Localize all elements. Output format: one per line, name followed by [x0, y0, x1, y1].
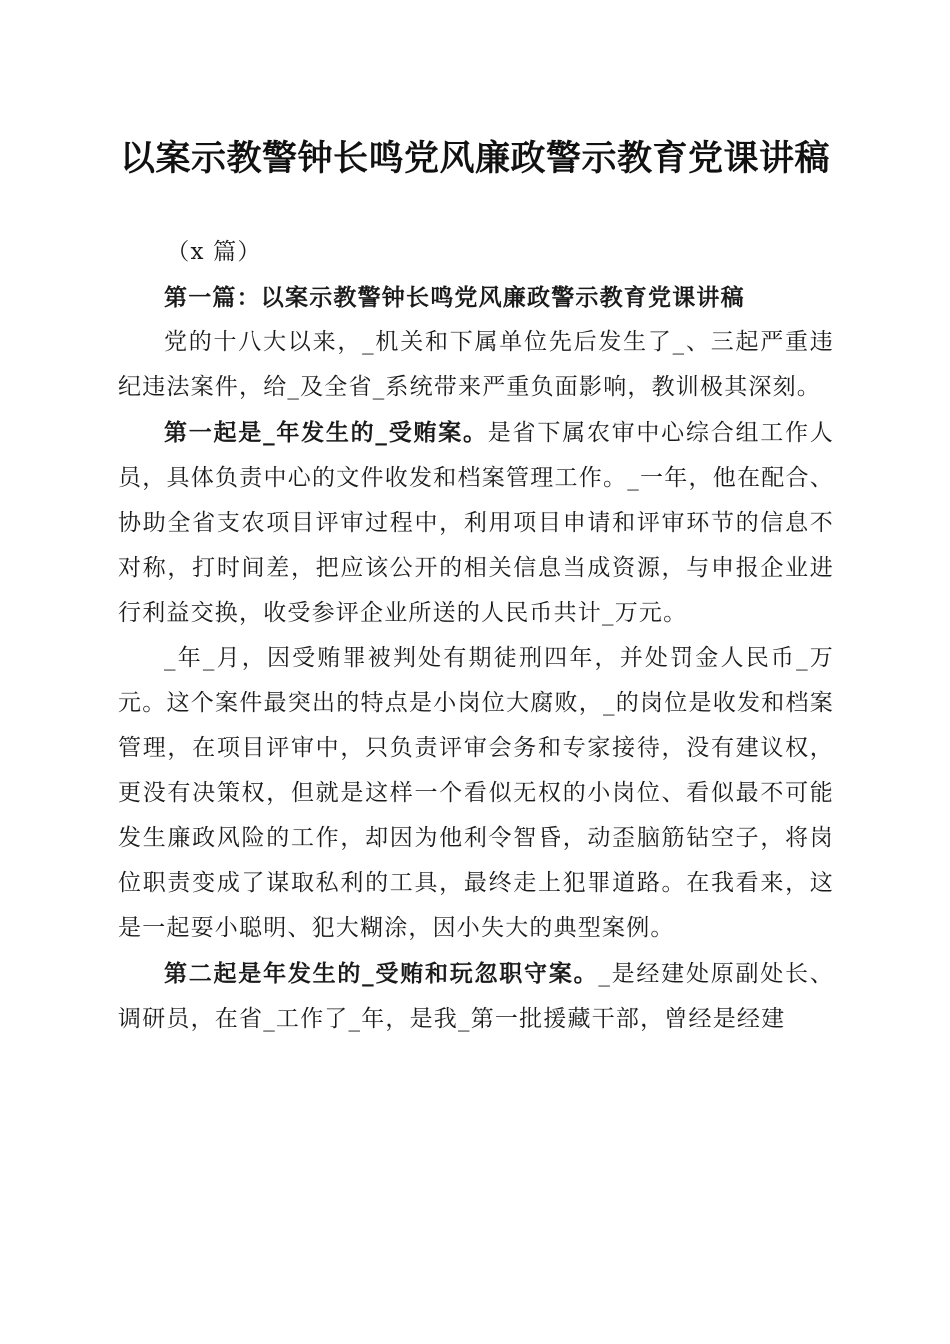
section-heading: 第一篇：以案示教警钟长鸣党风廉政警示教育党课讲稿 — [164, 284, 745, 311]
paragraph-4 — [118, 951, 834, 1042]
paragraph-4-text: _是经建处原副处长、调研员，在省_工作了_年，是我_第一批援藏干部，曾经是经建 — [118, 961, 835, 1032]
paragraph-2-text: 是省下属农审中心综合组工作人员，具体负责中心的文件收发和档案管理工作。_一年，他在配合、协助全省支农项目评审过程中，利用项目申请和评审环节的信息不对称，打时间差，把应该公开的相关信息当成资源，与申报企业进行利益交换，收受参评企业所送的人民币共计_万元。 — [118, 420, 834, 626]
document-body — [118, 230, 834, 1042]
count-note: （x 篇） — [166, 239, 262, 265]
paragraph-2 — [118, 410, 834, 636]
paragraph-4-lead: 第二起是年发生的_受贿和玩忽职守案。 — [164, 960, 599, 987]
paragraph-2-lead: 第一起是_年发生的_受贿案。 — [164, 419, 488, 446]
paragraph-3-text: _年_月，因受贿罪被判处有期徒刑四年，并处罚金人民币_万元。这个案件最突出的特点是小岗位大腐败，_的岗位是收发和档案管理，在项目评审中，只负责评审会务和专家接待，没有建议权，更没有决策权，但就是这样一个看似无权的小岗位、看似最不可能发生廉政风险的工作，却因为他利令智昏，动歪脑筋钻空子，将岗位职责变成了谋取私利的工具，最终走上犯罪道路。在我看来，这是一起耍小聪明、犯大糊涂，因小失大的典型案例。 — [118, 645, 834, 941]
paragraph-1-text: 党的十八大以来，_机关和下属单位先后发生了_、三起严重违纪违法案件，给_及全省_系统带来严重负面影响，教训极其深刻。 — [118, 329, 834, 400]
document-title: 以案示教警钟长鸣党风廉政警示教育党课讲稿 — [119, 139, 830, 179]
paragraph-3 — [118, 636, 834, 951]
paragraph-1 — [118, 320, 834, 410]
